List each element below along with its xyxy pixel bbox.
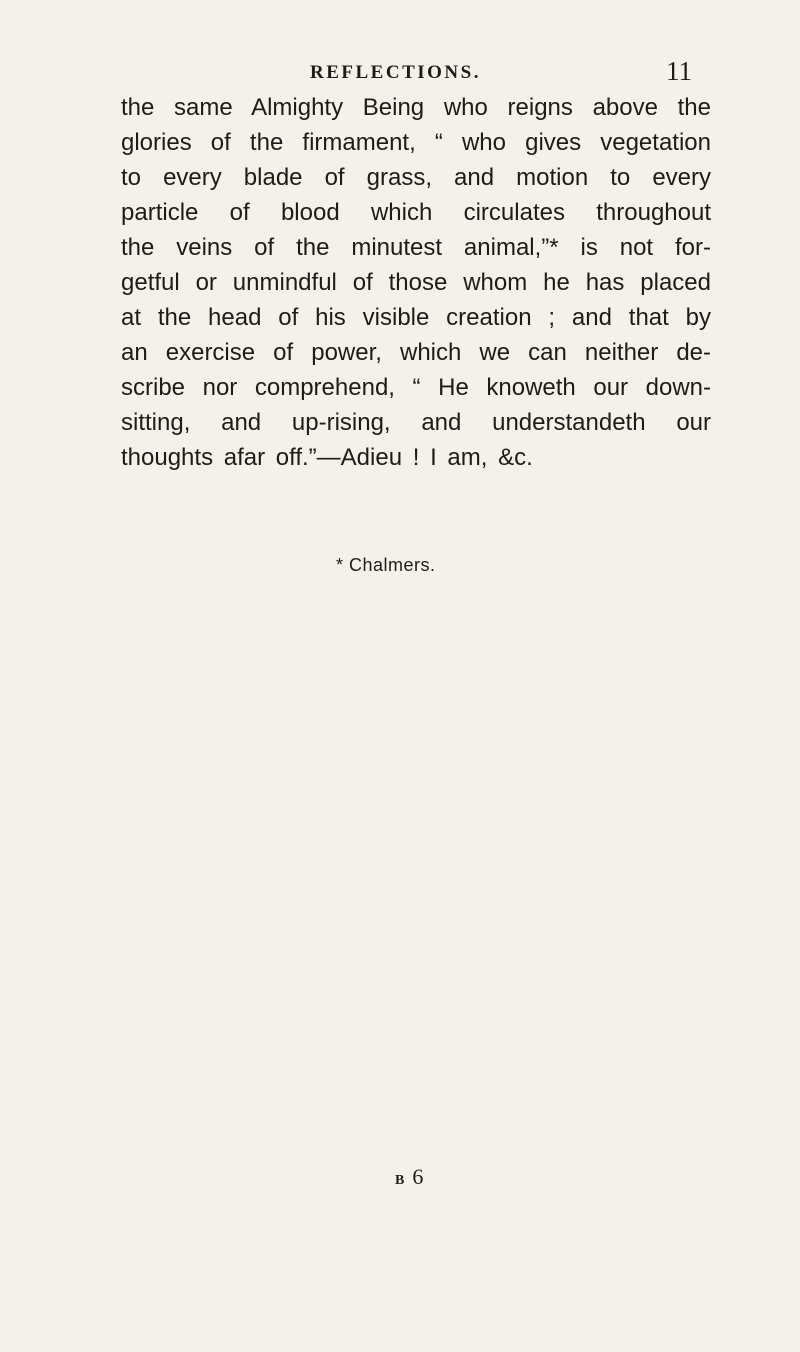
text-line: scribe nor comprehend, “ He knoweth our down- <box>121 374 711 401</box>
text-line: at the head of his visible creation ; and that by <box>121 304 711 331</box>
footnote: * Chalmers. <box>336 555 436 575</box>
page-number: 11 <box>666 56 692 86</box>
text-line: the veins of the minutest animal,”* is not for- <box>121 234 711 261</box>
signature-letter: B <box>395 1173 405 1188</box>
text-line: an exercise of power, which we can neither de- <box>121 339 711 366</box>
text-line: glories of the firmament, “ who gives vegetation <box>121 129 711 156</box>
text-line: the same Almighty Being who reigns above the <box>121 94 711 121</box>
text-line: particle of blood which circulates throughout <box>121 199 711 226</box>
text-line: thoughts afar off.”—Adieu ! I am, &c. <box>121 444 533 471</box>
running-title: REFLECTIONS. <box>310 62 481 83</box>
text-line: sitting, and up-rising, and understandeth our <box>121 409 711 436</box>
body-paragraph <box>121 90 711 475</box>
text-line: getful or unmindful of those whom he has placed <box>121 269 711 296</box>
signature-number: 6 <box>412 1164 424 1189</box>
text-line: to every blade of grass, and motion to every <box>121 164 711 191</box>
signature-mark <box>395 1164 423 1190</box>
